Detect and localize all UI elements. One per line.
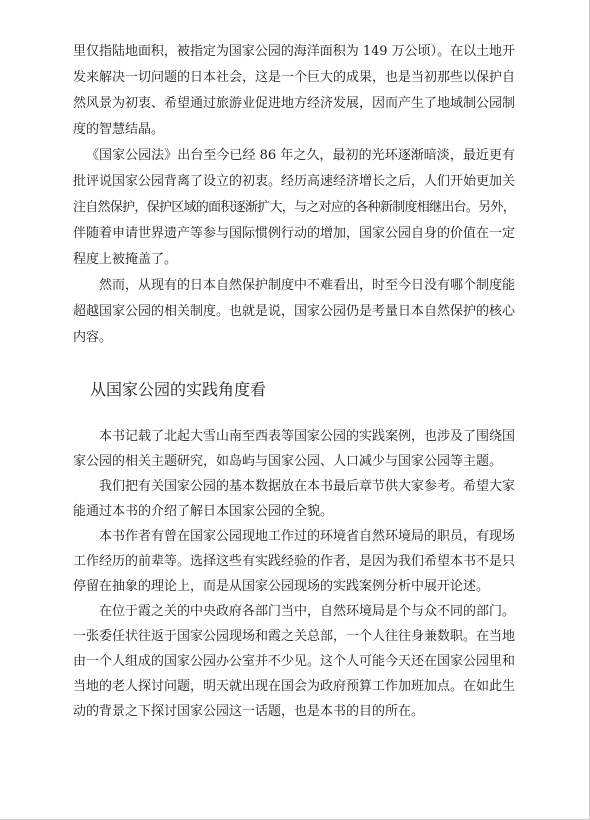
text-line: 动的背景之下探讨国家公园这一话题，也是本书的目的所在。 <box>73 704 425 719</box>
text-line: 在位于霞之关的中央政府各部门当中，自然环境局是个与众不同的部门。 <box>99 604 515 619</box>
section-heading: 从国家公园的实践角度看 <box>90 380 267 399</box>
paragraph <box>73 474 515 524</box>
text-line: 程度上被掩盖了。 <box>73 252 178 267</box>
text-line: 由一个人组成的国家公园办公室并不少见。这个人可能今天还在国家公园里和 <box>73 654 515 669</box>
text-line: 然风景为初衷、希望通过旅游业促进地方经济发展，因而产生了地域制公园制 <box>73 96 515 111</box>
text-line: 内容。 <box>73 330 113 345</box>
text-line: 停留在抽象的理论上，而是从国家公园现场的实践案例分析中展开论述。 <box>73 579 490 594</box>
paragraph <box>73 599 515 724</box>
text-line: 家公园的相关主题研究，如岛屿与国家公园、人口减少与国家公园等主题。 <box>73 454 503 469</box>
text-line: 我们把有关国家公园的基本数据放在本书最后章节供大家参考。希望大家 <box>99 479 515 494</box>
text-line: 能通过本书的介绍了解日本国家公园的全貌。 <box>73 504 334 519</box>
text-line: 然而，从现有的日本自然保护制度中不难看出，时至今日没有哪个制度能 <box>99 278 515 293</box>
text-line: 一张委任状往返于国家公园现场和霞之关总部，一个人往往身兼数职。在当地 <box>73 629 515 644</box>
paragraph-continuation <box>73 39 515 143</box>
text-line: 注自然保护，保护区域的面积逐渐扩大，与之对应的各种新制度相继出台。另外， <box>73 200 515 215</box>
text-section-intro <box>73 39 515 351</box>
text-section-practice <box>73 424 515 724</box>
text-line: 发来解决一切问题的日本社会，这是一个巨大的成果，也是当初那些以保护自 <box>73 70 515 85</box>
text-line: 伴随着申请世界遗产等参与国际惯例行动的增加，国家公园自身的价值在一定 <box>73 226 515 241</box>
paragraph <box>73 143 515 273</box>
text-line: 本书记载了北起大雪山南至西表等国家公园的实践案例，也涉及了围绕国 <box>99 429 515 444</box>
text-line: 里仅指陆地面积，被指定为国家公园的海洋面积为 149 万公顷）。在以土地开 <box>73 44 515 59</box>
text-line: 当地的老人探讨问题，明天就出现在国会为政府预算工作加班加点。在如此生 <box>73 679 515 694</box>
text-line: 度的智慧结晶。 <box>73 122 165 137</box>
paragraph <box>73 273 515 351</box>
paragraph <box>73 424 515 474</box>
text-line: 《国家公园法》出台至今已经 86 年之久，最初的光环逐渐暗淡，最近更有 <box>86 148 515 163</box>
paragraph <box>73 524 515 599</box>
text-line: 工作经历的前辈等。选择这些有实践经验的作者，是因为我们希望本书不是只 <box>73 554 515 569</box>
text-line: 批评说国家公园背离了设立的初衷。经历高速经济增长之后，人们开始更加关 <box>73 174 515 189</box>
text-line: 本书作者有曾在国家公园现地工作过的环境省自然环境局的职员，有现场 <box>99 529 515 544</box>
text-line: 超越国家公园的相关制度。也就是说，国家公园仍是考量日本自然保护的核心 <box>73 304 515 319</box>
